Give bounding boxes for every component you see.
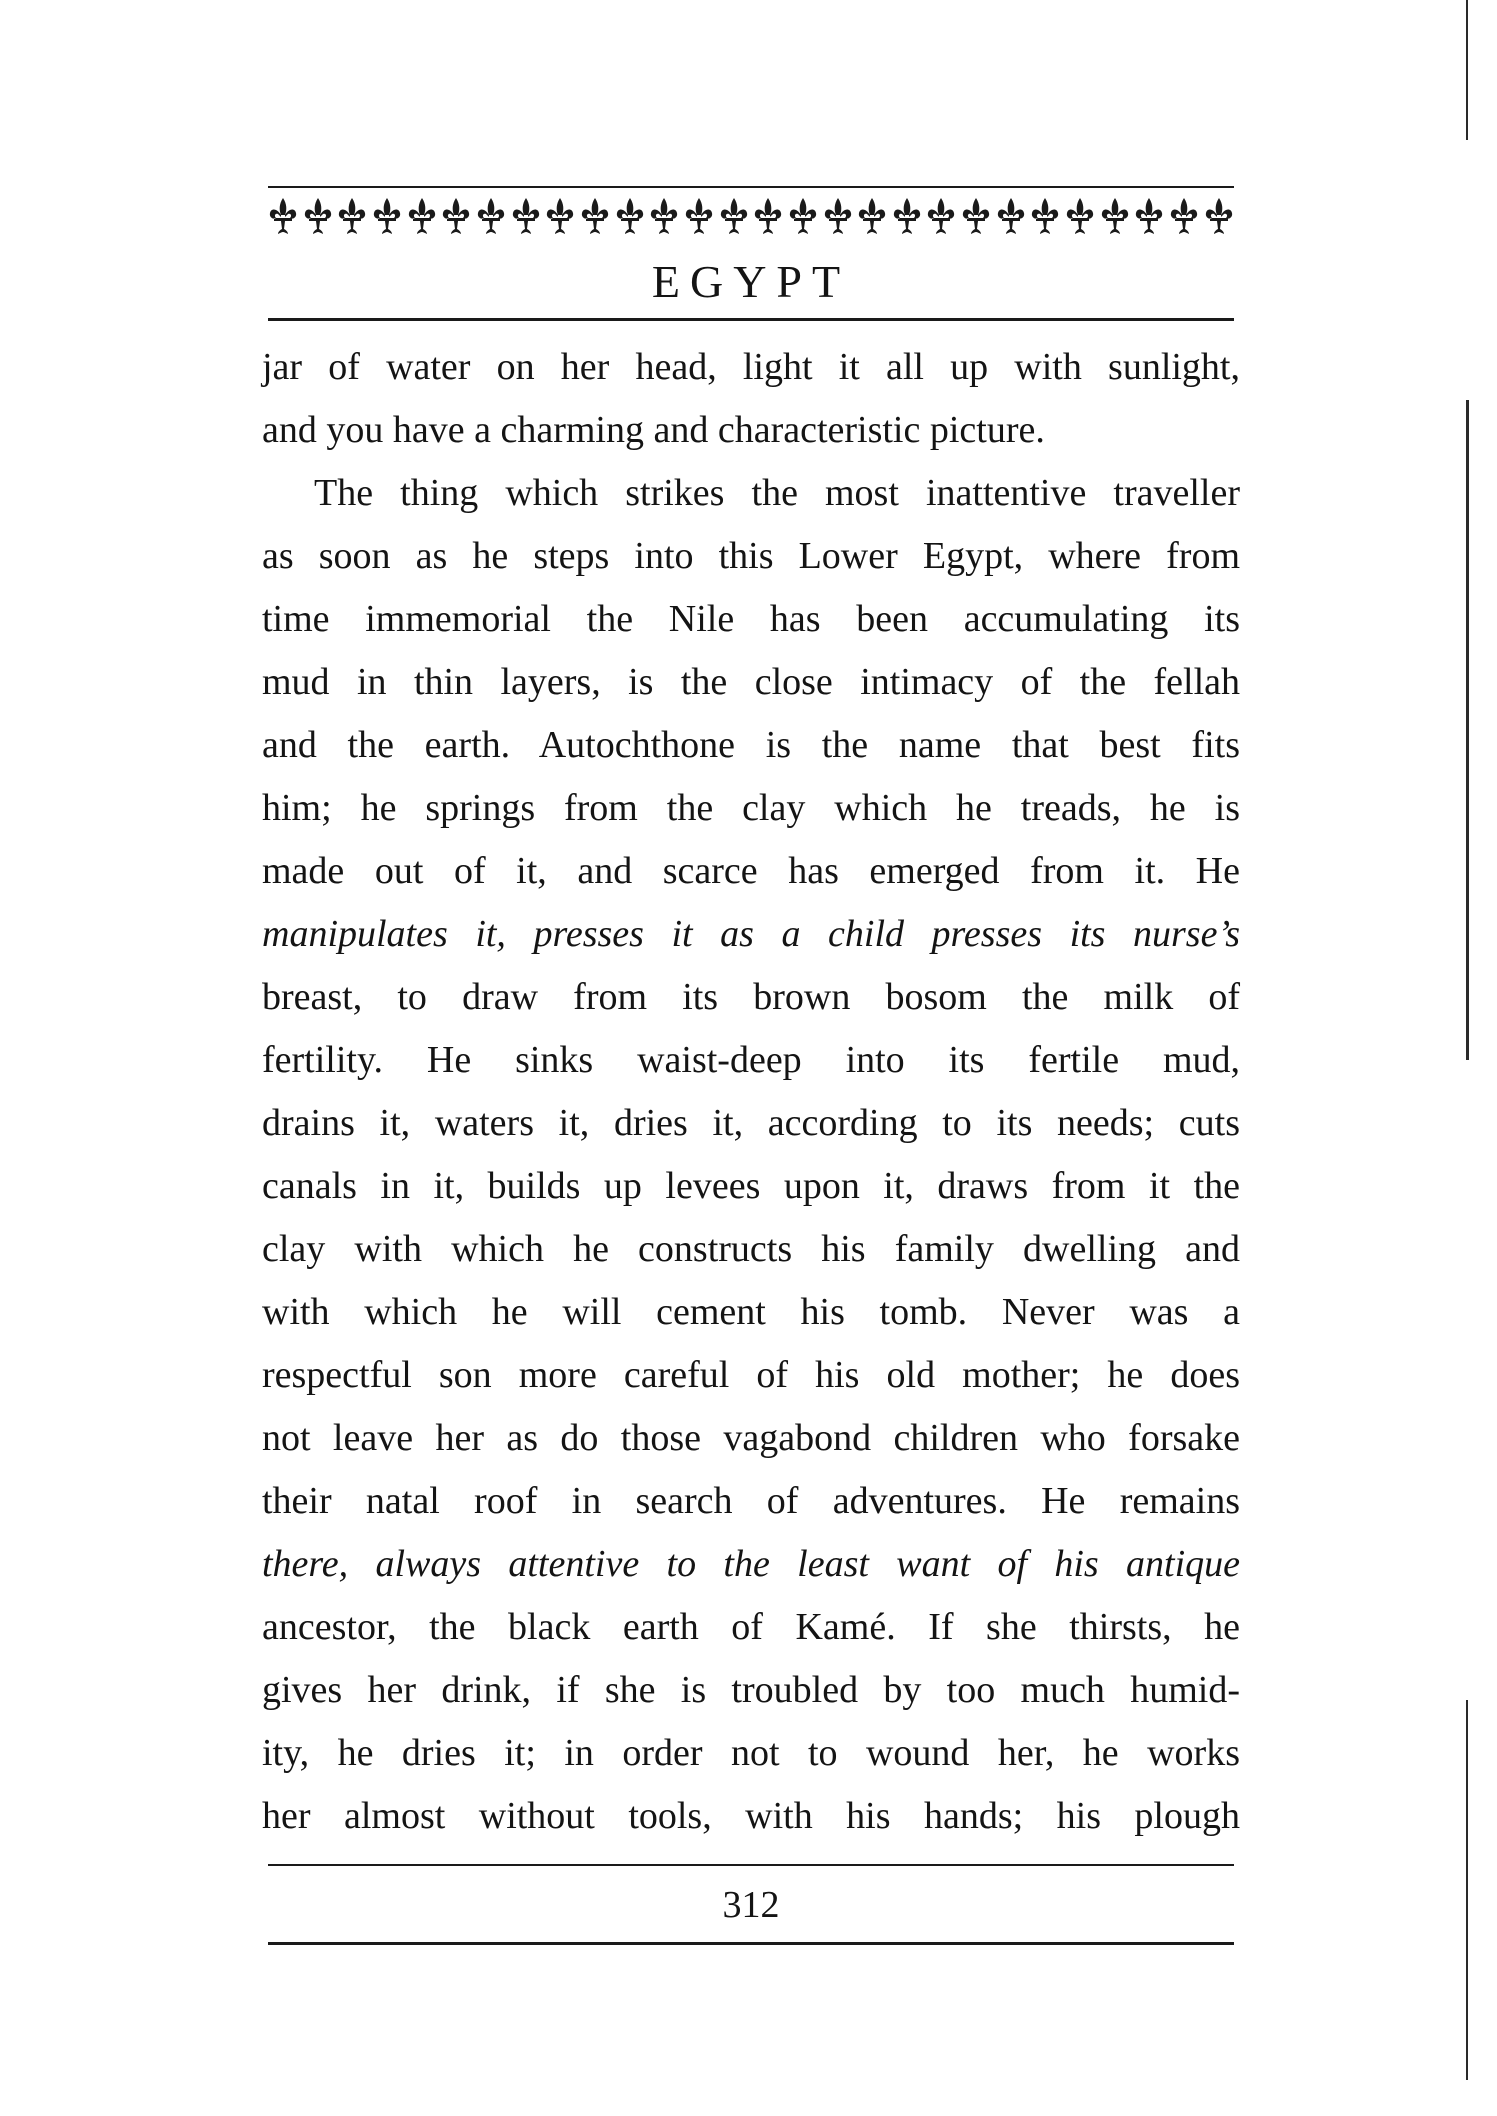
footer-top-rule (268, 1864, 1234, 1866)
fleur-de-lis-icon (268, 196, 298, 236)
scan-edge-mark (1466, 1700, 1468, 2080)
fleur-de-lis-icon (372, 196, 402, 236)
scan-edge-mark (1466, 0, 1468, 140)
text-line: respectful son more careful of his old mother; he does (262, 1354, 1240, 1396)
header-top-rule (268, 186, 1234, 188)
footer-bottom-rule (268, 1942, 1234, 1945)
text-line: her almost without tools, with his hands; his plough (262, 1795, 1240, 1837)
fleur-de-lis-icon (892, 196, 922, 236)
fleur-de-lis-icon (926, 196, 956, 236)
text-line: and the earth. Autochthone is the name that best fits (262, 724, 1240, 766)
fleur-de-lis-icon (615, 196, 645, 236)
text-line: their natal roof in search of adventures. He remains (262, 1480, 1240, 1522)
text-line: drains it, waters it, dries it, according to its needs; cuts (262, 1102, 1240, 1144)
text-line: and you have a charming and characteristic picture. (262, 409, 1045, 451)
text-line: as soon as he steps into this Lower Egypt, where from (262, 535, 1240, 577)
text-line: ancestor, the black earth of Kamé. If she thirsts, he (262, 1606, 1240, 1648)
fleur-de-lis-icon (580, 196, 610, 236)
scan-edge-mark (1466, 400, 1469, 1060)
text-line: there, always attentive to the least want of his antique (262, 1543, 1240, 1585)
body-text (262, 336, 1240, 1848)
fleur-de-lis-icon (753, 196, 783, 236)
text-line: jar of water on her head, light it all up with sunlight, (262, 346, 1240, 388)
fleur-de-lis-icon (441, 196, 471, 236)
fleur-de-lis-icon (1065, 196, 1095, 236)
page-number: 312 (722, 1884, 780, 1926)
text-line: him; he springs from the clay which he treads, he is (262, 787, 1240, 829)
text-line: with which he will cement his tomb. Never was a (262, 1291, 1240, 1333)
fleur-de-lis-icon (1204, 196, 1234, 236)
fleur-de-lis-icon (719, 196, 749, 236)
text-line: fertility. He sinks waist-deep into its fertile mud, (262, 1039, 1240, 1081)
text-line: not leave her as do those vagabond children who forsake (262, 1417, 1240, 1459)
fleur-de-lis-icon (823, 196, 853, 236)
text-line: clay with which he constructs his family dwelling and (262, 1228, 1240, 1270)
fleur-de-lis-icon (476, 196, 506, 236)
text-line: manipulates it, presses it as a child presses its nurse’s (262, 913, 1240, 955)
text-line: breast, to draw from its brown bosom the milk of (262, 976, 1240, 1018)
fleur-de-lis-icon (337, 196, 367, 236)
fleur-de-lis-icon (1030, 196, 1060, 236)
header-bottom-rule (268, 318, 1234, 321)
fleur-de-lis-icon (961, 196, 991, 236)
fleur-de-lis-icon (788, 196, 818, 236)
text-line: ity, he dries it; in order not to wound her, he works (262, 1732, 1240, 1774)
text-line: gives her drink, if she is troubled by too much humid- (262, 1669, 1240, 1711)
fleur-de-lis-icon (684, 196, 714, 236)
fleur-de-lis-icon (1169, 196, 1199, 236)
fleuron-ornament-row (268, 190, 1234, 242)
fleur-de-lis-icon (857, 196, 887, 236)
text-line: The thing which strikes the most inattentive traveller (314, 472, 1240, 514)
fleur-de-lis-icon (303, 196, 333, 236)
fleur-de-lis-icon (1100, 196, 1130, 236)
running-head: EGYPT (651, 256, 851, 307)
fleur-de-lis-icon (407, 196, 437, 236)
fleur-de-lis-icon (1134, 196, 1164, 236)
text-line: canals in it, builds up levees upon it, draws from it the (262, 1165, 1240, 1207)
fleur-de-lis-icon (996, 196, 1026, 236)
fleur-de-lis-icon (649, 196, 679, 236)
fleur-de-lis-icon (511, 196, 541, 236)
text-line: made out of it, and scarce has emerged from it. He (262, 850, 1240, 892)
text-line: mud in thin layers, is the close intimacy of the fellah (262, 661, 1240, 703)
fleur-de-lis-icon (545, 196, 575, 236)
text-line: time immemorial the Nile has been accumulating its (262, 598, 1240, 640)
